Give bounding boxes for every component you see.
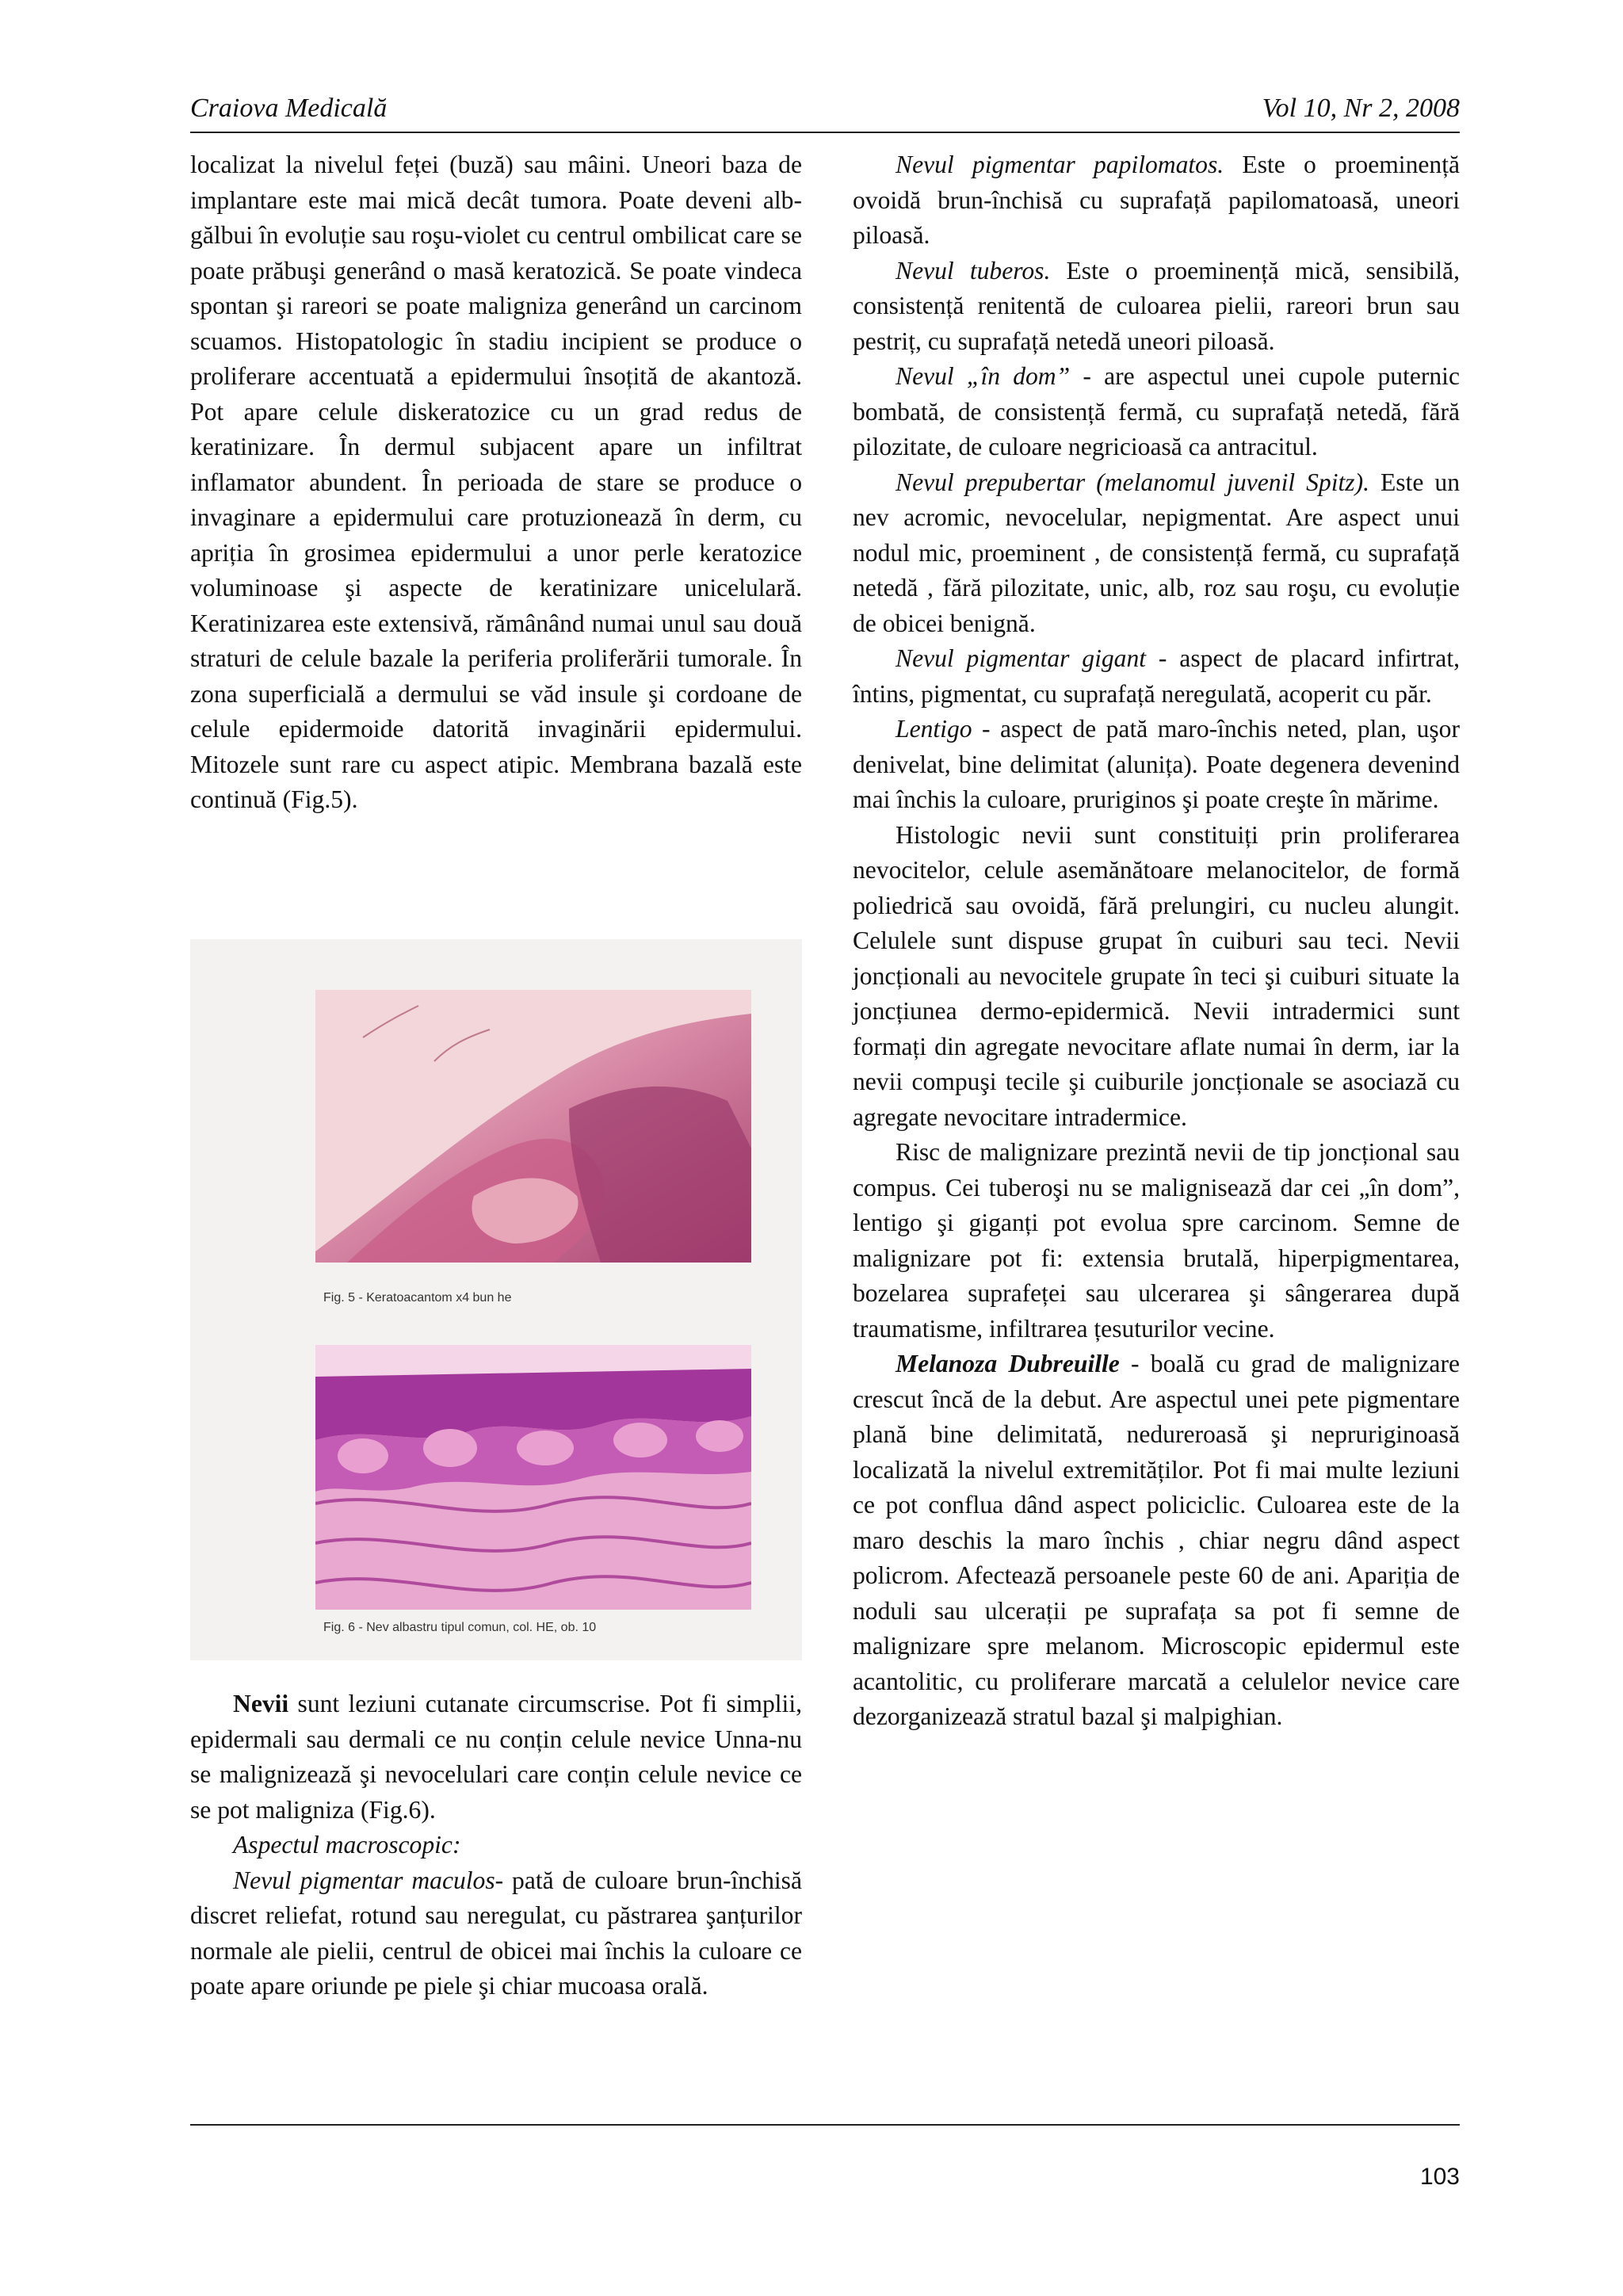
- term-nevii: Nevii: [233, 1690, 289, 1717]
- text-dom: - are aspectul unei cupole puternic bombată, de consistență fermă, cu suprafață netedă, fără pilozitate, de culoare negricioasă ca antracitul.: [853, 362, 1460, 460]
- paragraph-papilomatos: [853, 147, 1460, 254]
- text-nevii: sunt leziuni cutanate circumscrise. Pot fi simplii, epidermali sau dermali ce nu conțin celule nevice Unna-nu se malignizează şi nevocelulari care conțin celule nevice ce se pot maligniza (Fig.6).: [190, 1690, 802, 1824]
- text-papilomatos: Este o proeminență ovoidă brun-închisă cu suprafață papilomatoasă, uneori piloasă.: [853, 151, 1461, 249]
- volume-info: Vol 10, Nr 2, 2008: [1262, 94, 1460, 123]
- running-header: [190, 94, 1460, 135]
- term-maculos: Nevul pigmentar maculos: [233, 1866, 495, 1894]
- text-prepubertar: Este un nev acromic, nevocelular, nepigmentat. Are aspect unui nodul mic, proeminent , de consistență fermă, cu suprafață netedă , fără pilozitate, unic, alb, roz sau roşu, cu evoluție de obicei benignă.: [853, 468, 1460, 637]
- journal-title: Craiova Medicală: [190, 94, 388, 123]
- term-dom: Nevul „în dom”: [896, 362, 1071, 390]
- left-column-top: [190, 147, 802, 818]
- paragraph-keratoacantom: localizat la nivelul feței (buză) sau mâini. Uneori baza de implantare este mai mică decât tumora. Poate deveni alb-gălbui în evoluție sau roşu-violet cu centrul ombilicat care se poate prăbuşi generând o masă keratozică. Se poate vindeca spontan şi rareori se poate maligniza generând un carcinom scuamos. Histopatologic în stadiu incipient se produce o proliferare accentuată a epidermului însoțită de akantoză. Pot apare celule diskeratozice cu un grad redus de keratinizare. În dermul subjacent apare un infiltrat inflamator abundent. În perioada de stare se produce o invaginare a epidermului care protuzionează în derm, cu apriția în grosimea epidermului a unor perle keratozice voluminoase şi aspecte de keratinizare unicelulară. Keratinizarea este extensivă, rămânând numai unul sau două straturi de celule bazale la periferia proliferării tumorale. În zona superficială a dermului se văd insule şi cordoane de celule epidermoide datorită invaginării epidermului. Mitozele sunt rare cu aspect atipic. Membrana bazală este continuă (Fig.5).: [190, 151, 802, 813]
- paragraph-dubreuille: [853, 1347, 1460, 1735]
- figure-panel: [190, 939, 802, 1660]
- term-gigant: Nevul pigmentar gigant: [896, 644, 1147, 672]
- text-gigant: - aspect de placard infirtrat, întins, pigmentat, cu suprafață neregulată, acoperit cu păr.: [853, 644, 1460, 708]
- paragraph-prepubertar: [853, 465, 1460, 642]
- fig6-caption: Fig. 6 - Nev albastru tipul comun, col. HE, ob. 10: [323, 1621, 597, 1634]
- paragraph-maculos: [190, 1863, 802, 2004]
- term-lentigo: Lentigo: [896, 715, 972, 743]
- paragraph-risc: Risc de malignizare prezintă nevii de tip joncțional sau compus. Cei tuberoşi nu se malignisează dar cei „în dom”, lentigo şi giganți pot evolua spre carcinom. Semne de malignizare pot fi: extensia brutală, hiperpigmentarea, bozelarea suprafeței sau ulcerarea şi sângerarea după traumatisme, infiltrarea țesuturilor vecine.: [853, 1138, 1460, 1343]
- fig5-caption: Fig. 5 - Keratoacantom x4 bun he: [323, 1291, 512, 1305]
- text-lentigo: - aspect de pată maro-închis neted, plan, uşor denivelat, bine delimitat (alunița). Poate degenera devenind mai închis la culoare, pruriginos şi poate creşte în mărime.: [853, 715, 1460, 813]
- fig6-micrograph: [315, 1345, 751, 1610]
- right-column: [853, 147, 1460, 1735]
- text-tuberos: Este o proeminență mică, sensibilă, consistență renitentă de culoarea pielii, rareori brun sau pestriț, cu suprafață netedă uneori piloasă.: [853, 256, 1460, 355]
- subheading-macroscopic: Aspectul macroscopic:: [233, 1831, 461, 1859]
- term-prepubertar: Nevul prepubertar (melanomul juvenil Spitz).: [896, 468, 1369, 496]
- page-number: 103: [1419, 2164, 1460, 2190]
- footer-rule: [190, 2124, 1460, 2126]
- header-rule: [190, 132, 1460, 133]
- term-dubreuille: Melanoza Dubreuille: [896, 1350, 1120, 1377]
- paragraph-gigant: [853, 641, 1460, 712]
- paragraph-nevii: [190, 1687, 802, 1828]
- text-maculos: - pată de culoare brun-închisă discret reliefat, rotund sau neregulat, cu păstrarea şanțurilor normale ale pielii, centrul de obicei mai închis la culoare ce poate apare oriunde pe piele şi chiar mucoasa orală.: [190, 1866, 802, 2000]
- paragraph-histologic: Histologic nevii sunt constituiți prin proliferarea nevocitelor, celule asemănătoare melanocitelor, de formă poliedrică sau ovoidă, fără prelungiri, cu nucleu alungit. Celulele sunt dispuse grupat în cuiburi sau teci. Nevii joncționali au nevocitele grupate în teci şi cuiburi situate la joncțiunea dermo-epidermică. Nevii intradermici sunt formați din agregate nevocitare aflate numai în derm, iar la nevii compuşi tecile şi cuiburile joncționale se asociază cu agregate nevocitare intradermice.: [853, 820, 1460, 1131]
- left-column-bottom: [190, 1687, 802, 2004]
- fig5-micrograph: [315, 990, 751, 1263]
- term-tuberos: Nevul tuberos.: [896, 256, 1051, 285]
- term-papilomatos: Nevul pigmentar papilomatos.: [896, 151, 1224, 178]
- paragraph-dom: [853, 359, 1460, 465]
- text-dubreuille: - boală cu grad de malignizare crescut încă de la debut. Are aspectul unei pete pigmentare plană bine delimitată, nedureroasă şi nepruriginoasă localizată la nivelul extremităților. Pot fi mai multe leziuni ce pot conflua dând aspect policiclic. Culoarea este de la maro deschis la maro închis , chiar negru dând aspect policrom. Afectează persoanele peste 60 de ani. Apariția de noduli sau ulcerații pe suprafața sa pot fi semne de malignizare spre melanom. Microscopic epidermul este acantolitic, cu proliferare marcată a celulelor nevice care dezorganizează stratul bazal şi malpighian.: [853, 1350, 1460, 1730]
- paragraph-tuberos: [853, 254, 1460, 360]
- paragraph-lentigo: [853, 712, 1460, 818]
